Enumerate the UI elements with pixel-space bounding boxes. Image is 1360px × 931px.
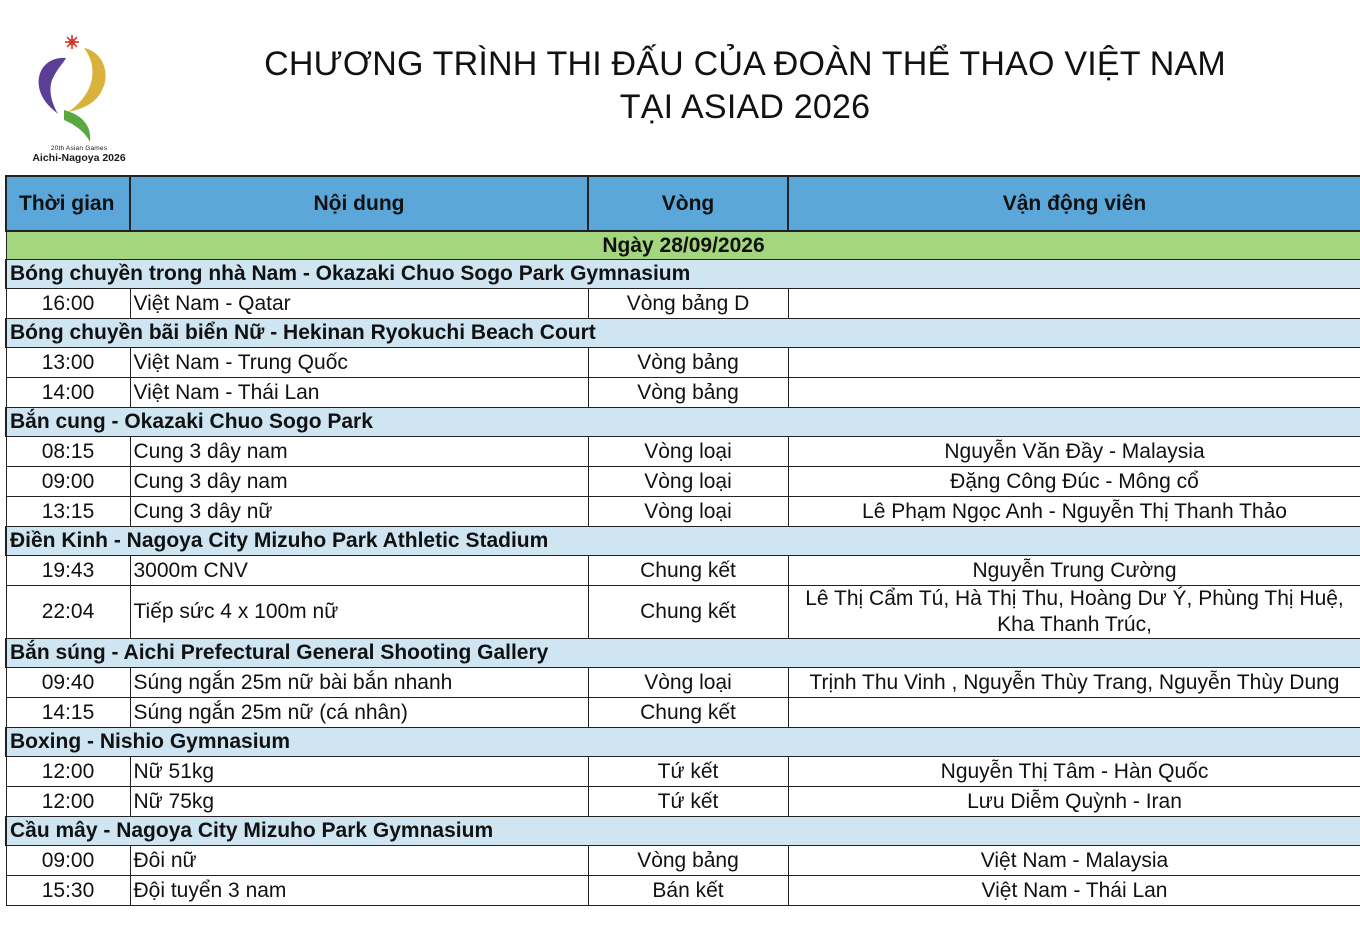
cell-event: 3000m CNV (130, 556, 588, 586)
section-row (6, 408, 1360, 437)
cell-time: 12:00 (6, 787, 130, 817)
cell-round: Tứ kết (588, 757, 788, 787)
cell-round: Vòng bảng (588, 378, 788, 408)
cell-event: Đội tuyển 3 nam (130, 876, 588, 906)
section-row (6, 639, 1360, 668)
section-row (6, 260, 1360, 289)
cell-time: 13:15 (6, 497, 130, 527)
table-row (6, 378, 1360, 408)
cell-time: 16:00 (6, 289, 130, 319)
cell-round: Chung kết (588, 586, 788, 639)
cell-time: 09:00 (6, 467, 130, 497)
table-header-row (6, 176, 1360, 231)
day-label: Ngày 28/09/2026 (6, 231, 1360, 260)
logo-caption-line1: 20th Asian Games (50, 145, 108, 152)
cell-event: Việt Nam - Qatar (130, 289, 588, 319)
cell-athletes: Việt Nam - Thái Lan (788, 876, 1360, 906)
asian-games-logo (20, 30, 135, 170)
cell-athletes (788, 289, 1360, 319)
cell-athletes (788, 698, 1360, 728)
table-row (6, 846, 1360, 876)
section-title: Bóng chuyền bãi biển Nữ - Hekinan Ryokuchi Beach Court (6, 319, 1360, 348)
cell-time: 14:00 (6, 378, 130, 408)
cell-event: Nữ 75kg (130, 787, 588, 817)
section-row (6, 319, 1360, 348)
header-time: Thời gian (6, 176, 130, 231)
cell-round: Vòng loại (588, 497, 788, 527)
cell-round: Bán kết (588, 876, 788, 906)
cell-event: Đôi nữ (130, 846, 588, 876)
cell-athletes: Lê Phạm Ngọc Anh - Nguyễn Thị Thanh Thảo (788, 497, 1360, 527)
header-round: Vòng (588, 176, 788, 231)
cell-event: Súng ngắn 25m nữ (cá nhân) (130, 698, 588, 728)
cell-event: Súng ngắn 25m nữ bài bắn nhanh (130, 668, 588, 698)
cell-athletes: Lưu Diễm Quỳnh - Iran (788, 787, 1360, 817)
cell-athletes: Nguyễn Văn Đầy - Malaysia (788, 437, 1360, 467)
cell-time: 15:30 (6, 876, 130, 906)
cell-event: Cung 3 dây nữ (130, 497, 588, 527)
cell-event: Nữ 51kg (130, 757, 588, 787)
section-title: Bóng chuyền trong nhà Nam - Okazaki Chuo Sogo Park Gymnasium (6, 260, 1360, 289)
cell-time: 09:40 (6, 668, 130, 698)
cell-time: 19:43 (6, 556, 130, 586)
page-title-line1: CHƯƠNG TRÌNH THI ĐẤU CỦA ĐOÀN THỂ THAO VIỆT NAM (264, 45, 1226, 83)
cell-round: Chung kết (588, 698, 788, 728)
cell-athletes: Việt Nam - Malaysia (788, 846, 1360, 876)
logo-caption-line2: Aichi-Nagoya 2026 (32, 151, 126, 164)
cell-time: 12:00 (6, 757, 130, 787)
table-row (6, 876, 1360, 906)
cell-round: Vòng loại (588, 668, 788, 698)
schedule-table (5, 175, 1360, 906)
table-row (6, 437, 1360, 467)
table-row (6, 497, 1360, 527)
cell-round: Vòng loại (588, 467, 788, 497)
section-title: Boxing - Nishio Gymnasium (6, 728, 1360, 757)
section-row (6, 527, 1360, 556)
cell-event: Cung 3 dây nam (130, 437, 588, 467)
cell-time: 09:00 (6, 846, 130, 876)
section-row (6, 728, 1360, 757)
table-row (6, 348, 1360, 378)
cell-event: Việt Nam - Trung Quốc (130, 348, 588, 378)
section-title: Điền Kinh - Nagoya City Mizuho Park Athletic Stadium (6, 527, 1360, 556)
cell-athletes: Nguyễn Thị Tâm - Hàn Quốc (788, 757, 1360, 787)
cell-round: Vòng bảng (588, 348, 788, 378)
day-row (6, 231, 1360, 260)
table-row (6, 467, 1360, 497)
cell-time: 22:04 (6, 586, 130, 639)
table-row (6, 787, 1360, 817)
cell-event: Tiếp sức 4 x 100m nữ (130, 586, 588, 639)
cell-event: Cung 3 dây nam (130, 467, 588, 497)
cell-athletes: Nguyễn Trung Cường (788, 556, 1360, 586)
table-row (6, 757, 1360, 787)
asian-games-emblem-icon (20, 30, 120, 145)
cell-athletes: Trịnh Thu Vinh , Nguyễn Thùy Trang, Nguyễn Thùy Dung (788, 668, 1360, 698)
cell-athletes (788, 378, 1360, 408)
cell-round: Vòng bảng D (588, 289, 788, 319)
cell-athletes: Đặng Công Đúc - Mông cổ (788, 467, 1360, 497)
cell-event: Việt Nam - Thái Lan (130, 378, 588, 408)
cell-time: 08:15 (6, 437, 130, 467)
table-row (6, 289, 1360, 319)
cell-round: Tứ kết (588, 787, 788, 817)
cell-time: 14:15 (6, 698, 130, 728)
cell-athletes (788, 348, 1360, 378)
section-title: Bắn súng - Aichi Prefectural General Shooting Gallery (6, 639, 1360, 668)
table-row (6, 668, 1360, 698)
section-title: Cầu mây - Nagoya City Mizuho Park Gymnasium (6, 817, 1360, 846)
cell-round: Chung kết (588, 556, 788, 586)
cell-time: 13:00 (6, 348, 130, 378)
header-event: Nội dung (130, 176, 588, 231)
logo-caption (20, 146, 138, 164)
cell-round: Vòng bảng (588, 846, 788, 876)
table-row (6, 586, 1360, 639)
cell-athletes: Lê Thị Cẩm Tú, Hà Thị Thu, Hoàng Dư Ý, Phùng Thị Huệ, Kha Thanh Trúc, (788, 586, 1360, 639)
header-athletes: Vận động viên (788, 176, 1360, 231)
table-row (6, 698, 1360, 728)
cell-round: Vòng loại (588, 437, 788, 467)
section-title: Bắn cung - Okazaki Chuo Sogo Park (6, 408, 1360, 437)
section-row (6, 817, 1360, 846)
page-title-line2: TẠI ASIAD 2026 (619, 88, 871, 126)
table-row (6, 556, 1360, 586)
